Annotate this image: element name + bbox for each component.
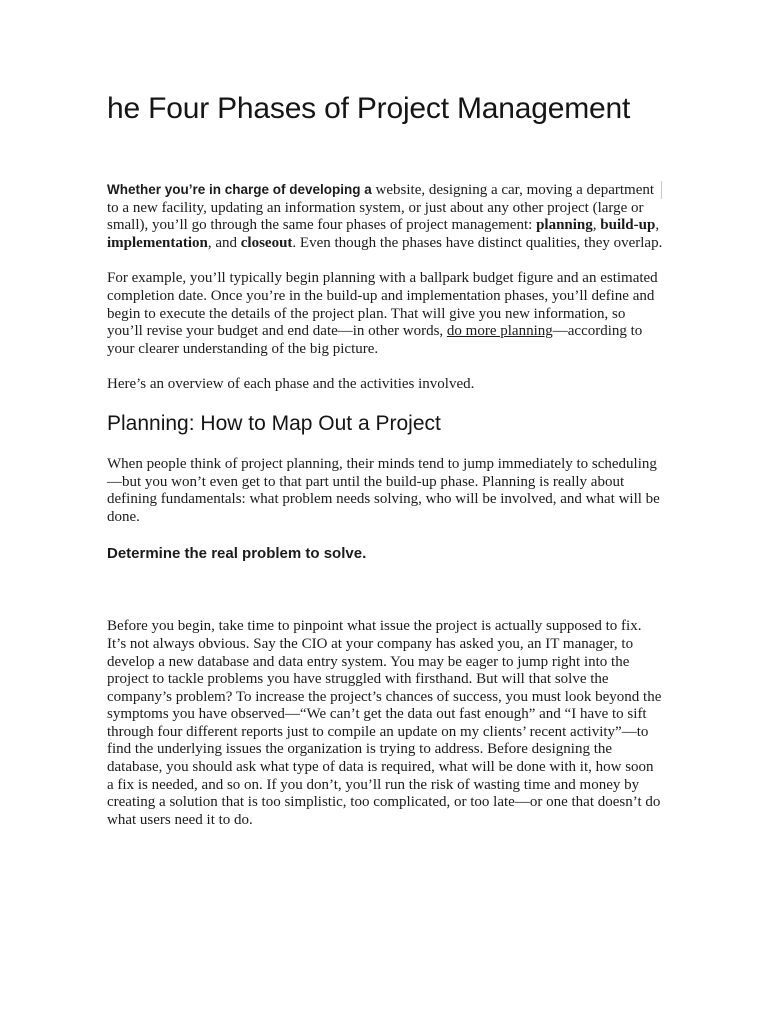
intro-text-2: . Even though the phases have distinct qualities, they overlap. xyxy=(292,234,663,251)
real-problem-paragraph: Before you begin, take time to pinpoint what issue the project is actually supposed to fix. It’s not always obvious. Say the CIO at your company has asked you, an IT manager, to develop a new database and data entry system. You may be eager to jump right into the project to tackle problems you have struggled with firsthand. But will that solve the company’s problem? To increase the project’s chances of success, you must look beyond the symptoms you have observed—“We can’t get the data out fast enough” and “I have to sift through four different reports just to compile an update on my clients’ recent activity”—to find the underlying issues the organization is trying to address. Before designing the database, you should ask what type of data is required, what will be done with it, how soon a fix is needed, and so on. If you don’t, you’ll run the risk of wasting time and money by creating a solution that is too simplistic, too complicated, or too late—or one that doesn’t do what users need it to do. xyxy=(107,618,662,828)
example-text-before: For example, you’ll typically begin planning with a ballpark budget figure and an estimated completion date. Once you’re in the build-up and implementation phases, you’ll define and begin to execute the details of the project plan. That will give you new information, so you’ll revise your budget and end date—in other words, xyxy=(107,270,658,340)
intro-sep-1: , xyxy=(592,217,601,234)
example-text-after: —according to your clearer understanding of the big picture. xyxy=(107,323,643,357)
sub-heading-real-problem: Determine the real problem to solve. xyxy=(107,545,367,563)
do-more-planning-link[interactable]: do more planning xyxy=(446,323,553,340)
phase-planning: planning xyxy=(536,217,593,234)
phase-build-up: build-up xyxy=(600,217,656,234)
phase-closeout: closeout xyxy=(240,234,293,251)
planning-paragraph: When people think of project planning, their minds tend to jump immediately to scheduling—but you won’t even get to that part until the build-up phase. Planning is really about defining fundamentals: what problem needs solving, who will be involved, and what will be done. xyxy=(107,455,660,525)
section-heading-planning: Planning: How to Map Out a Project xyxy=(107,411,441,435)
example-paragraph xyxy=(107,270,663,358)
intro-text-1: website, designing a car, moving a department to a new facility, updating an information system, or just about any other project (large or small), you’ll go through the same four phases of project management: xyxy=(107,182,655,234)
intro-lead-bold: Whether you’re in charge of developing a xyxy=(107,182,372,197)
article xyxy=(107,90,663,829)
overview-paragraph: Here’s an overview of each phase and the activities involved. xyxy=(107,376,475,393)
intro-paragraph xyxy=(107,181,663,252)
intro-sep-2: , xyxy=(655,217,660,234)
page-title: he Four Phases of Project Management xyxy=(107,92,631,125)
phase-implementation: implementation xyxy=(107,234,208,251)
intro-sep-3: , and xyxy=(207,234,241,251)
